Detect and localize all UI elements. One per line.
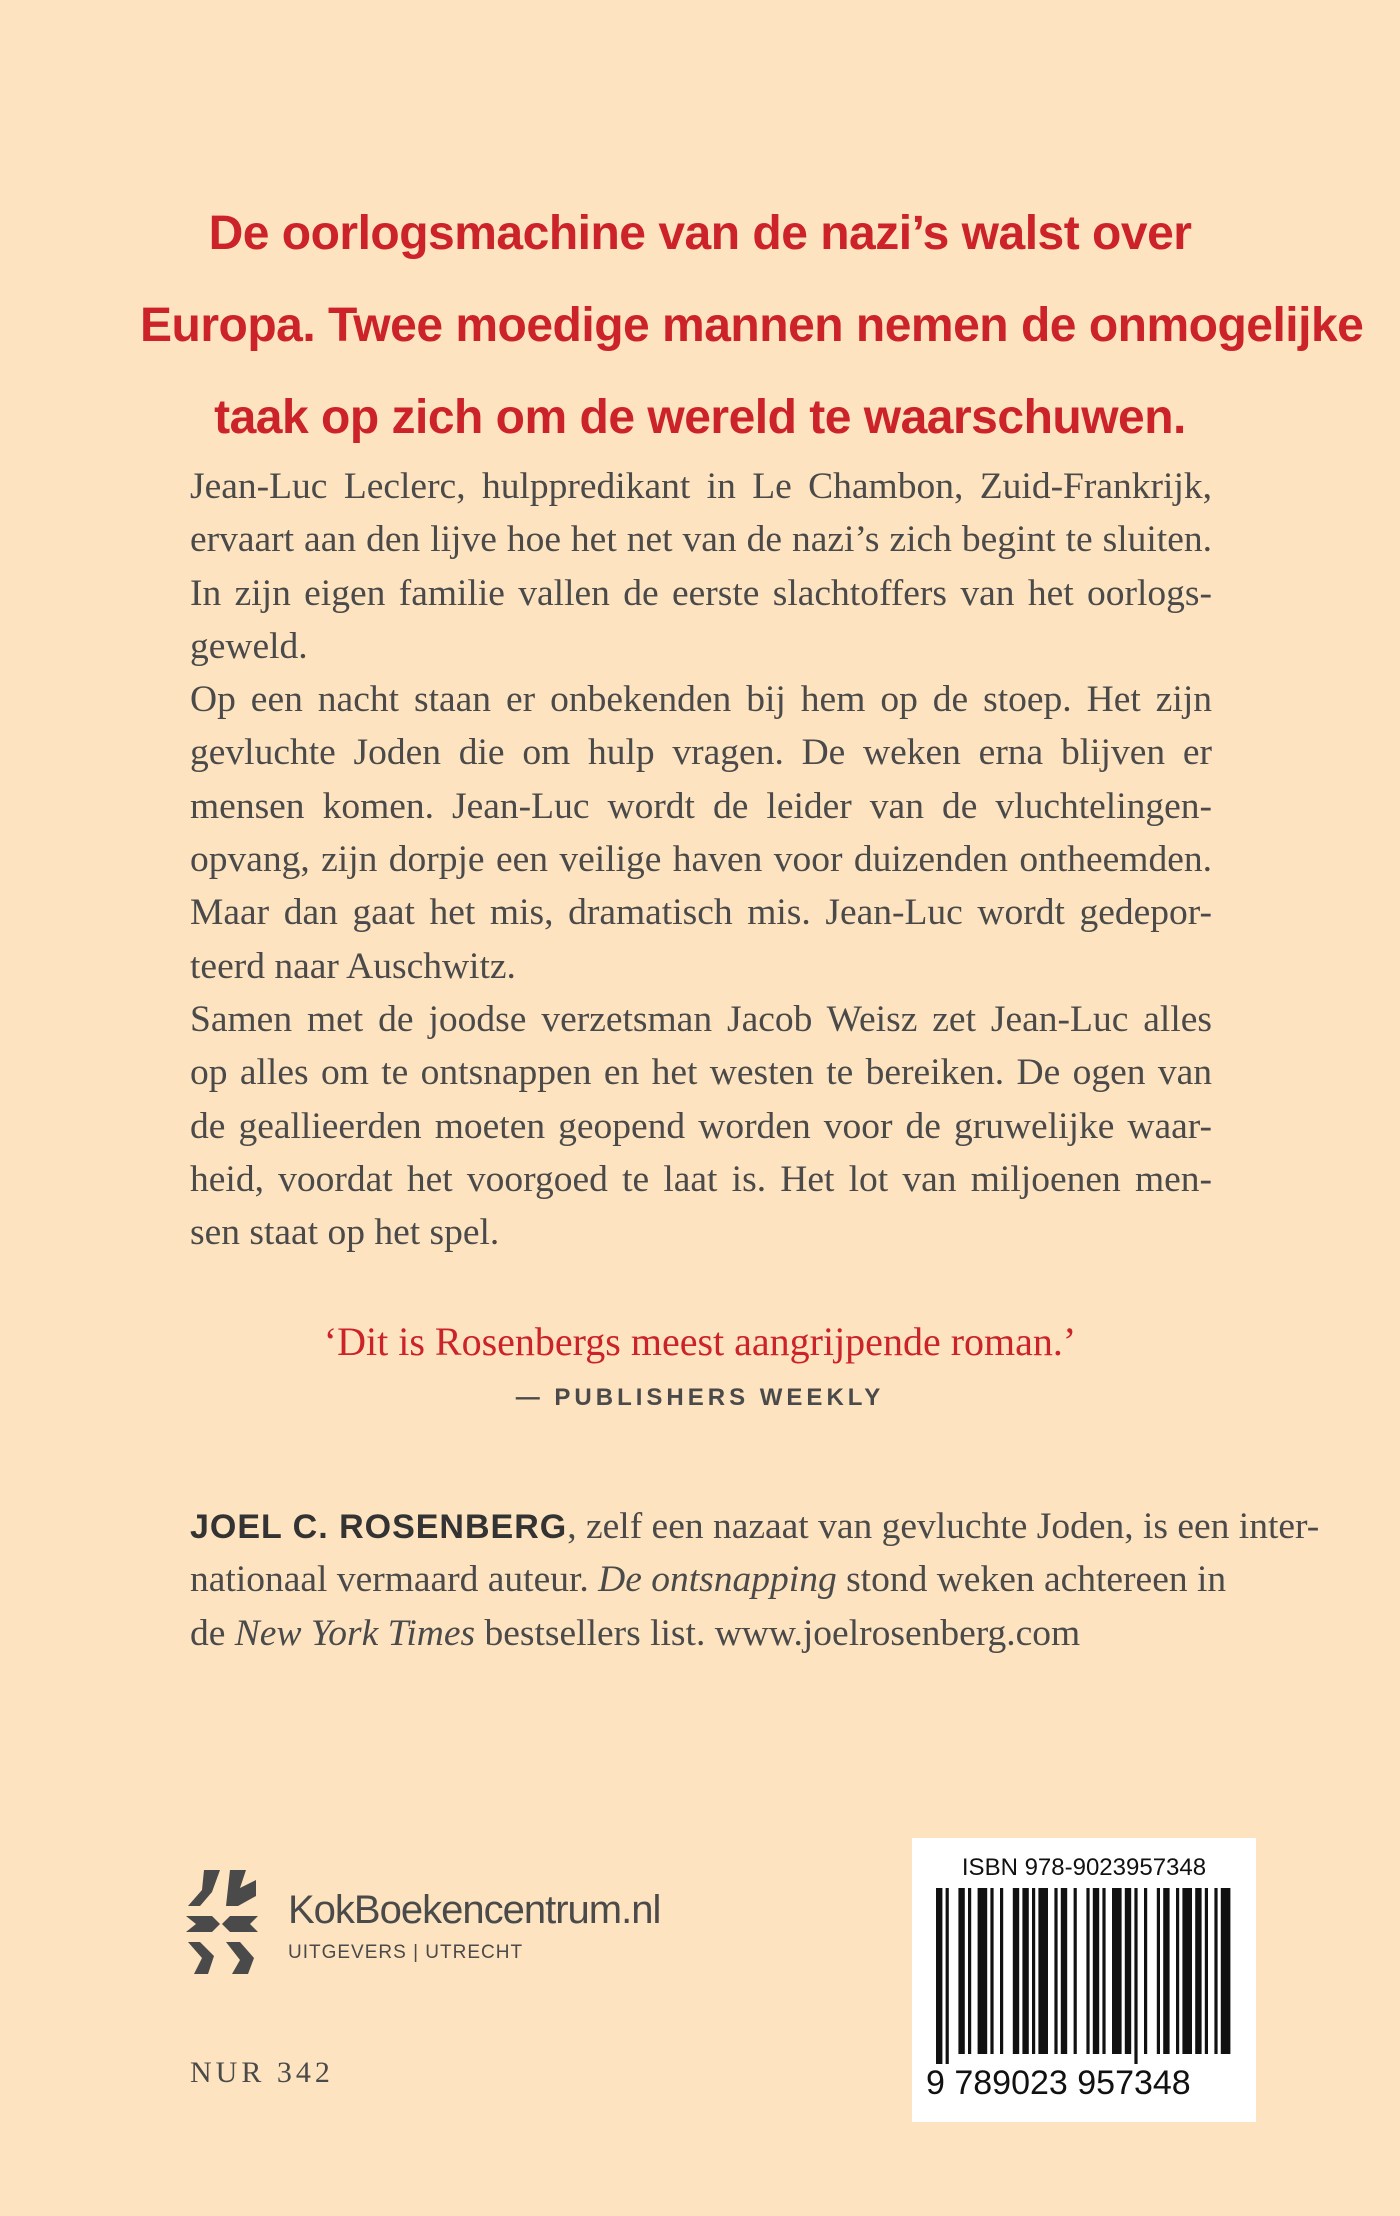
blurb-line: sen staat op het spel.: [190, 1212, 500, 1254]
barcode-digits: 9 789023 957348: [926, 2064, 1191, 2102]
barcode-bar: [1086, 1888, 1089, 2054]
barcode-bar: [1013, 1888, 1019, 2054]
barcode-bar: [990, 1888, 993, 2054]
barcode-bar: [1074, 1888, 1077, 2054]
newspaper-title: New York Times: [234, 1612, 476, 1654]
barcode-bar: [1032, 1888, 1035, 2054]
blurb-line: heid, voordat het voorgoed te laat is. Het lot van miljoenen men-: [190, 1158, 1212, 1200]
blurb-line: ervaart aan den lijve hoe het net van de nazi’s zich begint te sluiten.: [190, 519, 1212, 561]
barcode-bar: [1022, 1888, 1028, 2054]
kok-boekencentrum-logo-icon: [182, 1866, 262, 1976]
barcode-bar: [958, 1888, 964, 2054]
blurb-line: Maar dan gaat het mis, dramatisch mis. Jean-Luc wordt gedepor-: [190, 892, 1212, 934]
barcode-bar: [1221, 1888, 1231, 2054]
barcode-bar: [1061, 1888, 1067, 2054]
quote-attribution: — PUBLISHERS WEEKLY: [515, 1384, 885, 1411]
author-bio-text: nationaal vermaard auteur.: [190, 1559, 599, 1601]
blurb-line: gevluchte Joden die om hulp vragen. De weken erna blijven er: [190, 732, 1212, 774]
author-bio-text: bestsellers list. www.joelrosenberg.com: [475, 1612, 1081, 1654]
barcode-bar: [1144, 1888, 1147, 2054]
isbn-label: ISBN 978-9023957348: [961, 1854, 1207, 1881]
blurb-line: op alles om te ontsnappen en het westen te bereiken. De ogen van: [190, 1052, 1212, 1094]
barcode-bar: [1000, 1888, 1003, 2054]
author-name: JOEL C. ROSENBERG: [190, 1508, 568, 1546]
headline-line: Europa. Twee moedige mannen nemen de onmogelijke: [140, 299, 1364, 352]
barcode-bar: [1102, 1888, 1105, 2054]
blurb-line: geweld.: [190, 625, 308, 667]
barcode-bar: [968, 1888, 971, 2054]
nur-code: NUR 342: [190, 2056, 334, 2089]
blurb-line: Jean-Luc Leclerc, hulppredikant in Le Chambon, Zuid-Frankrijk,: [190, 466, 1212, 507]
book-title: De ontsnapping: [598, 1559, 837, 1601]
headline: [140, 188, 1364, 464]
barcode-bar: [936, 1888, 942, 2064]
blurb-line: Op een nacht staan er onbekenden bij hem op de stoep. Het zijn: [190, 679, 1212, 721]
barcode-bar: [1214, 1888, 1217, 2054]
blurb-line: de geallieerden moeten geopend worden voor de gruwelijke waar-: [190, 1105, 1212, 1147]
blurb-line: teerd naar Auschwitz.: [190, 945, 516, 987]
publisher-subtitle: UITGEVERS | UTRECHT: [288, 1942, 524, 1963]
barcode-icon: [926, 1888, 1242, 2064]
blurb-text: [190, 460, 1212, 1259]
barcode-bar: [1054, 1888, 1057, 2054]
headline-line: De oorlogsmachine van de nazi’s walst over: [208, 207, 1192, 260]
barcode-bar: [1038, 1888, 1048, 2054]
blurb-line: opvang, zijn dorpje een veilige haven voor duizenden ontheemden.: [190, 839, 1212, 881]
blurb-line: mensen komen. Jean-Luc wordt de leider van de vluchtelingen-: [190, 785, 1212, 827]
author-bio-line: [190, 1607, 1212, 1660]
publisher-name: [288, 1888, 660, 1933]
barcode-bar: [1112, 1888, 1122, 2054]
barcode-bar: [1163, 1888, 1169, 2054]
blurb-line: In zijn eigen familie vallen de eerste slachtoffers van het oorlogs-: [190, 572, 1212, 614]
author-bio-text: stond weken achtereen in: [836, 1559, 1227, 1601]
barcode-bar: [978, 1888, 988, 2054]
barcode-bar: [1125, 1888, 1131, 2054]
author-bio: [190, 1500, 1320, 1660]
barcode-bar: [946, 1888, 949, 2064]
review-quote: ‘Dit is Rosenbergs meest aangrijpende roman.’: [323, 1319, 1077, 1364]
barcode-bar: [1093, 1888, 1099, 2054]
barcode-panel: [912, 1838, 1256, 2122]
publisher-name-main: KokBoekencentrum: [288, 1888, 622, 1932]
barcode-bar: [1157, 1888, 1160, 2054]
barcode-bar: [1176, 1888, 1179, 2054]
publisher-name-tld: .nl: [621, 1888, 661, 1932]
publisher-logo: [182, 1866, 742, 1976]
author-bio-text: , zelf een nazaat van gevluchte Joden, is een inter-: [567, 1506, 1320, 1547]
barcode-bar: [1182, 1888, 1192, 2054]
barcode-bar: [1134, 1888, 1137, 2064]
barcode-bar: [1195, 1888, 1201, 2054]
author-bio-text: de: [190, 1612, 235, 1654]
author-bio-line: [190, 1500, 1320, 1553]
author-bio-line: [190, 1553, 1227, 1606]
blurb-line: Samen met de joodse verzetsman Jacob Weisz zet Jean-Luc alles: [190, 998, 1212, 1040]
barcode-bar: [1205, 1888, 1208, 2054]
headline-line: taak op zich om de wereld te waarschuwen.: [214, 391, 1186, 444]
